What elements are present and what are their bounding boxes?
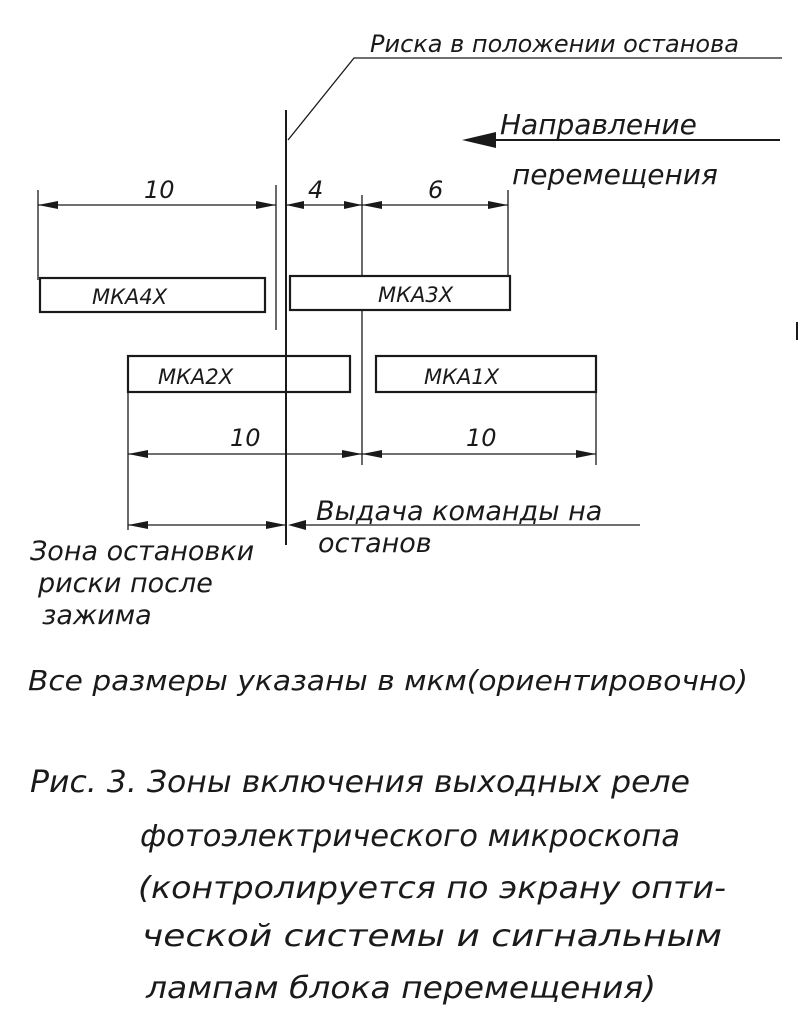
caption-line-2: фотоэлектрического микроскопа bbox=[140, 819, 680, 854]
stop-command-label-1: Выдача команды на bbox=[316, 496, 603, 527]
dim-arrow bbox=[128, 521, 148, 529]
caption-line-1: Рис. 3. Зоны включения выходных реле bbox=[30, 765, 690, 800]
direction-arrow-head bbox=[462, 132, 496, 148]
dim-arrow bbox=[362, 450, 382, 458]
direction-label-2: перемещения bbox=[512, 158, 718, 191]
caption-line-5: лампам блока перемещения) bbox=[144, 971, 656, 1006]
stop-command-label-2: останов bbox=[318, 528, 432, 559]
dim-arrow bbox=[128, 450, 148, 458]
dim-label-top-left: 10 bbox=[144, 176, 175, 204]
caption-line-4: ческой системы и сигнальным bbox=[142, 919, 722, 954]
direction-label-1: Направление bbox=[500, 108, 697, 141]
relay-label-mka3x: МКА3Х bbox=[378, 283, 454, 307]
caption-line-3: (контролируется по экрану опти- bbox=[138, 871, 726, 906]
relay-label-mka1x: МКА1Х bbox=[424, 365, 500, 389]
dim-arrow bbox=[38, 201, 58, 209]
dim-arrow bbox=[344, 201, 362, 209]
dim-label-top-middle: 4 bbox=[308, 176, 324, 204]
dim-arrow bbox=[342, 450, 362, 458]
stop-zone-label-3: зажима bbox=[42, 600, 152, 631]
dim-arrow bbox=[362, 201, 382, 209]
dim-label-bottom-right: 10 bbox=[466, 424, 497, 452]
dim-arrow bbox=[266, 521, 286, 529]
units-note: Все размеры указаны в мкм(ориентировочно) bbox=[28, 664, 748, 697]
stop-command-arrow bbox=[288, 520, 306, 530]
dim-arrow bbox=[256, 201, 276, 209]
dim-label-top-right: 6 bbox=[428, 176, 444, 204]
stop-zone-label-2: риски после bbox=[38, 568, 213, 599]
dim-label-bottom-left: 10 bbox=[230, 424, 261, 452]
stop-mark-label: Риска в положении останова bbox=[370, 30, 739, 58]
dim-arrow bbox=[576, 450, 596, 458]
dim-arrow bbox=[488, 201, 508, 209]
relay-label-mka2x: МКА2Х bbox=[158, 365, 234, 389]
dim-arrow bbox=[286, 201, 304, 209]
stop-zone-label-1: Зона остановки bbox=[30, 536, 255, 567]
relay-label-mka4x: МКА4Х bbox=[92, 285, 168, 309]
